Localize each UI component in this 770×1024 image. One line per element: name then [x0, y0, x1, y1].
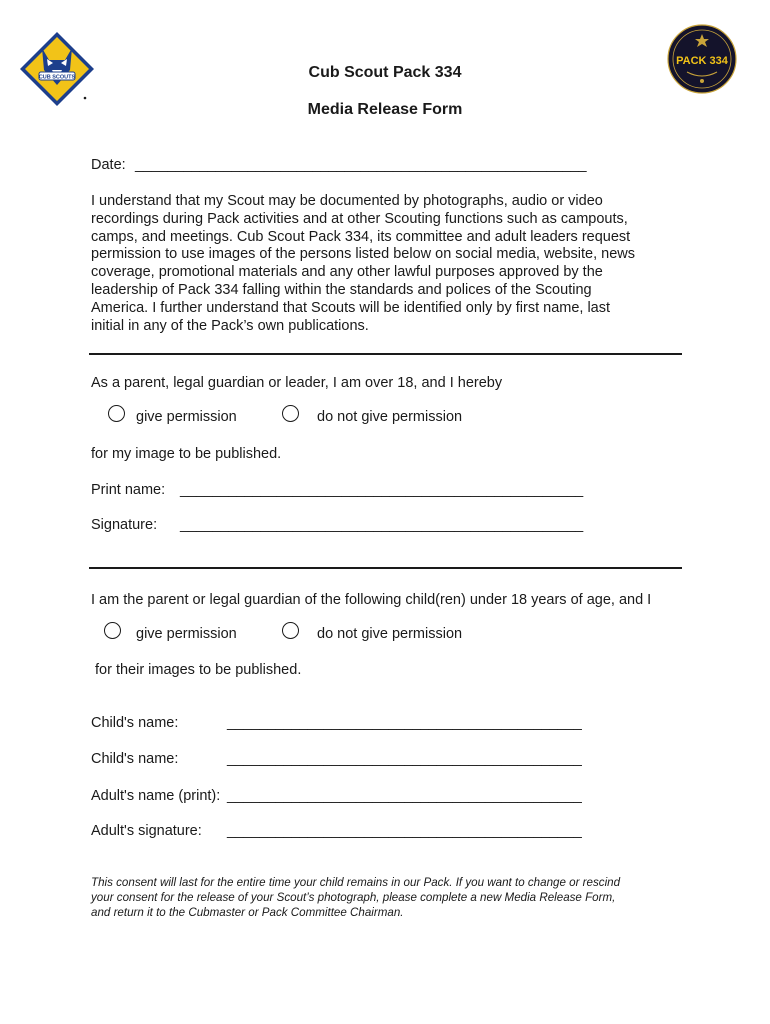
child-deny-permission-radio[interactable]	[282, 622, 299, 639]
signature-label: Signature:	[91, 517, 158, 533]
adult-permission-closing: for my image to be published.	[91, 446, 282, 462]
date-field[interactable]: ________________________________________________________	[135, 157, 587, 173]
adult-give-permission-radio[interactable]	[108, 405, 125, 422]
section-divider	[89, 353, 682, 355]
child-name-label: Child's name:	[91, 751, 179, 767]
child-give-permission-radio[interactable]	[104, 622, 121, 639]
guardian-permission-statement: I am the parent or legal guardian of the following child(ren) under 18 years of age, and I	[91, 592, 652, 608]
adult-permission-statement: As a parent, legal guardian or leader, I am over 18, and I hereby	[91, 375, 503, 391]
consent-note: This consent will last for the entire time your child remains in our Pack. If you want to change or rescind your consent for the release of your Scout’s photograph, please complete a new Media Release Form, and return it to the Cubmaster or Pack Committee Chairman.	[91, 876, 621, 919]
child-name-label: Child's name:	[91, 715, 179, 731]
print-name-field[interactable]: __________________________________________________	[180, 482, 584, 498]
child-give-permission-label: give permission	[136, 626, 237, 642]
adult-name-print-label: Adult's name (print):	[91, 788, 221, 804]
pack-334-badge	[667, 24, 737, 94]
date-label: Date:	[91, 157, 126, 173]
adult-deny-permission-label: do not give permission	[317, 409, 463, 425]
logo-text: CUB SCOUTS	[38, 74, 76, 81]
adult-deny-permission-radio[interactable]	[282, 405, 299, 422]
signature-field[interactable]: __________________________________________________	[180, 517, 584, 533]
form-subtitle: Media Release Form	[307, 101, 463, 118]
adult-give-permission-label: give permission	[136, 409, 237, 425]
child-permission-closing: for their images to be published.	[95, 662, 302, 678]
adult-signature-field[interactable]: ____________________________________________	[227, 823, 582, 839]
adult-name-print-field[interactable]: ____________________________________________	[227, 788, 582, 804]
form-title: Cub Scout Pack 334	[308, 64, 462, 81]
section-divider	[89, 567, 682, 569]
child-name-field[interactable]: ____________________________________________	[227, 751, 582, 767]
print-name-label: Print name:	[91, 482, 166, 498]
intro-paragraph: I understand that my Scout may be documented by photographs, audio or video recordings during Pack activities and at other Scouting functions such as campouts, camps, and meetings. Cub Scout Pack 334, its committee and adult leaders request permission to use images of the persons listed below on social media, website, news coverage, promotional materials and any other lawful purposes approved by the leadership of Pack 334 falling within the standards and polices of the Scouting America. I further understand that Scouts will be identified only by first name, last initial in any of the Pack’s own publications.	[91, 193, 636, 334]
child-deny-permission-label: do not give permission	[317, 626, 463, 642]
adult-signature-label: Adult's signature:	[91, 823, 202, 839]
badge-text: PACK 334	[676, 55, 728, 67]
child-name-field[interactable]: ____________________________________________	[227, 715, 582, 731]
